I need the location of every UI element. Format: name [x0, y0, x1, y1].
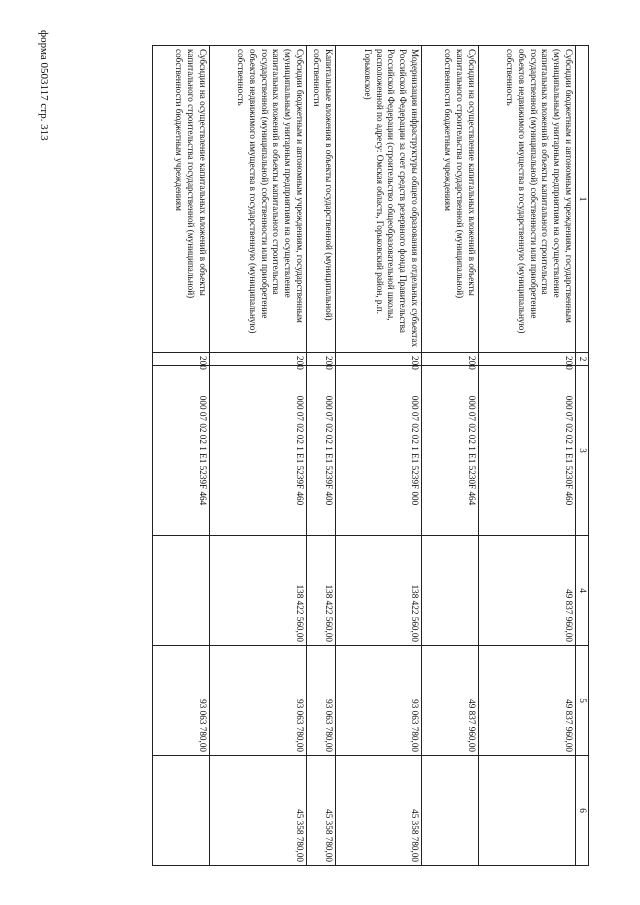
row-budget-code: 000 07 02 02 1 E1 5239F 464: [153, 366, 210, 536]
row-budget-code: 000 07 02 02 1 E1 5239F 460: [210, 366, 307, 536]
row-name: Капитальные вложения в объекты государственной (муниципальной) собственности: [307, 46, 336, 353]
row-budget-code: 000 07 02 02 1 E1 5239F 400: [307, 366, 336, 536]
row-name: Субсидии бюджетным и автономным учреждениям, государственным (муниципальным) унитарным предприятиям на осуществление капитальных вложений в объекты капитального строительства государственной (муниципальной) собственности или приобретение объектов недвижимого имущества в государственную (муниципальную) собственность: [210, 46, 307, 353]
row-name: Субсидии бюджетным и автономным учреждениям, государственным (муниципальным) унитарным предприятиям на осуществление капитальных вложений в объекты капитального строительства государственной (муниципальной) собственности или приобретение объектов недвижимого имущества в государственную (муниципальную) собственность: [479, 46, 576, 353]
row-approved: 138 422 560,00: [336, 536, 422, 646]
column-header: 5: [576, 646, 589, 756]
table-row: [336, 46, 422, 866]
row-name: Модернизация инфраструктуры общего образования в отдельных субъектах Российской Федерации за счет средств резервного фонда Правительства Российской Федерации (строительство общеобразовательной школы, расположенной по адресу: Омская область, Горьковский район, р.п. Горьковское): [336, 46, 422, 353]
row-budget-code: 000 07 02 02 1 E1 5239F 000: [336, 366, 422, 536]
row-budget-code: 000 07 02 02 1 E1 5230F 464: [422, 366, 479, 536]
rotated-page: [61, 45, 589, 865]
row-line-code: 200: [479, 353, 576, 366]
row-executed: 49 837 960,00: [422, 646, 479, 756]
row-approved: 49 837 960,00: [479, 536, 576, 646]
row-line-code: 200: [153, 353, 210, 366]
column-header: 3: [576, 366, 589, 536]
row-budget-code: 000 07 02 02 1 E1 5230F 460: [479, 366, 576, 536]
row-executed: 93 063 780,00: [210, 646, 307, 756]
row-line-code: 200: [336, 353, 422, 366]
form-label: форма 0503117 стр. 313: [38, 30, 50, 141]
row-executed: 93 063 780,00: [307, 646, 336, 756]
row-line-code: 200: [307, 353, 336, 366]
row-approved: [153, 536, 210, 646]
row-executed: 49 837 960,00: [479, 646, 576, 756]
table-row: [479, 46, 576, 866]
row-executed: 93 063 780,00: [336, 646, 422, 756]
row-executed: 93 063 780,00: [153, 646, 210, 756]
row-line-code: 200: [210, 353, 307, 366]
row-line-code: 200: [422, 353, 479, 366]
column-header: 6: [576, 756, 589, 866]
row-unexecuted: 45 358 780,00: [210, 756, 307, 866]
column-header: 4: [576, 536, 589, 646]
row-approved: 138 422 560,00: [210, 536, 307, 646]
form-header: [30, 30, 50, 180]
budget-table: [152, 45, 589, 866]
row-approved: [422, 536, 479, 646]
row-name: Субсидии на осуществление капитальных вложений в объекты капитального строительства государственной (муниципальной) собственности бюджетным учреждениям: [153, 46, 210, 353]
row-unexecuted: [422, 756, 479, 866]
row-unexecuted: [479, 756, 576, 866]
table-row: [210, 46, 307, 866]
table-row: [307, 46, 336, 866]
row-unexecuted: 45 358 780,00: [307, 756, 336, 866]
column-header: 1: [576, 46, 589, 353]
table-row: [153, 46, 210, 866]
row-unexecuted: 45 358 780,00: [336, 756, 422, 866]
row-name: Субсидии на осуществление капитальных вложений в объекты капитального строительства государственной (муниципальной) собственности бюджетным учреждениям: [422, 46, 479, 353]
row-unexecuted: [153, 756, 210, 866]
table-row: [422, 46, 479, 866]
column-number-row: [576, 46, 589, 866]
row-approved: 138 422 560,00: [307, 536, 336, 646]
column-header: 2: [576, 353, 589, 366]
